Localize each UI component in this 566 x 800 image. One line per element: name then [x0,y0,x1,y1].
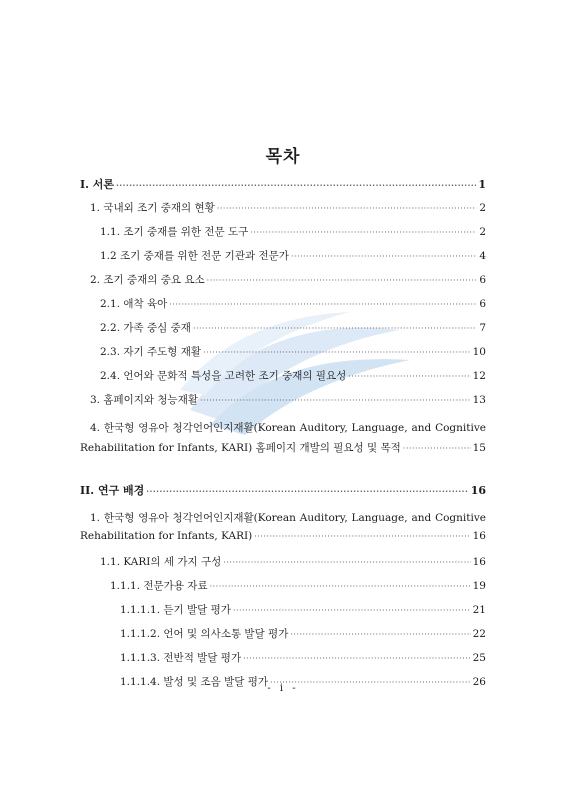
toc-entry[interactable] [80,296,486,320]
toc-entry-text: 3. 홈페이지와 청능재활 [90,394,198,406]
leader-dots [146,486,468,496]
toc-entry-text: 2. 조기 중재의 중요 요소 [90,274,205,286]
toc-entry-page: 10 [472,346,486,358]
leader-dots [403,444,471,453]
toc-entry-text-line2: Rehabilitation for Infants, KARI) 홈페이지 개발의 필요성 및 목적 [80,442,401,454]
toc-entry-text: 1.1.1.3. 전반적 발달 평가 [120,652,242,664]
leader-dots [243,654,471,663]
toc-entry[interactable] [80,224,486,248]
toc-entry-text: 1.1.1. 전문가용 자료 [110,580,208,592]
toc-entry-page: 7 [479,322,486,334]
toc-entry-page: 16 [472,556,486,568]
toc-entry[interactable] [80,368,486,392]
leader-dots [217,204,476,213]
toc-entry-page: 6 [479,274,486,286]
leader-dots [348,372,470,381]
toc-entry-page: 25 [472,652,486,664]
toc-entry-page: 19 [472,580,486,592]
toc-entry-page: 12 [472,370,486,382]
toc-entry[interactable] [80,200,486,224]
leader-dots [200,396,471,405]
leader-dots [233,606,471,615]
toc-entry[interactable] [80,416,486,464]
toc-entry-text: 1.1.1.2. 언어 및 의사소통 발달 평가 [120,628,289,640]
leader-dots [169,300,476,309]
toc-entry-page: 21 [472,604,486,616]
toc-entry-page: 26 [472,676,486,688]
toc-entry-text: 2.3. 자기 주도형 재활 [100,346,202,358]
toc-entry[interactable] [80,344,486,368]
leader-dots [193,324,476,333]
leader-dots [250,228,476,237]
toc-entry-text-line1: 4. 한국형 영유아 청각언어인지재활(Korean Auditory, Language, and Cognitive [90,422,486,434]
toc-entry-page: 2 [479,202,486,214]
toc-entry-text: 1. 국내외 조기 중재의 현황 [90,202,215,214]
toc-entry-text: II. 연구 배경 [80,484,145,497]
leader-dots [203,348,471,357]
toc-entry-page: 13 [472,394,486,406]
toc-entry[interactable] [80,602,486,626]
toc-entry[interactable] [80,650,486,674]
toc-entry-text: 1.1. 조기 중재를 위한 전문 도구 [100,226,249,238]
leader-dots [207,276,476,285]
toc-entry-page: 22 [472,628,486,640]
toc-entry[interactable] [80,176,486,200]
leader-dots [291,252,476,261]
toc-entry-text: 1.1.1.4. 발성 및 조음 발달 평가 [120,676,269,688]
page-number-footer: - i - [267,683,299,694]
toc-entry-text-line2: Rehabilitation for Infants, KARI) [80,530,253,542]
toc-entry-text: 1.1.1.1. 듣기 발달 평가 [120,604,231,616]
table-of-contents [80,176,486,698]
section-gap [80,464,486,482]
toc-entry-text-line1: 1. 한국형 영유아 청각언어인지재활(Korean Auditory, Language, and Cognitive [90,512,486,524]
toc-entry-page: 1 [478,178,486,191]
toc-entry[interactable] [80,506,486,554]
toc-entry[interactable] [80,626,486,650]
toc-entry-page: 6 [479,298,486,310]
toc-entry-text: 1.1. KARI의 세 가지 구성 [100,556,222,568]
toc-entry-text: 2.4. 언어와 문화적 특성을 고려한 조기 중재의 필요성 [100,370,347,382]
toc-entry[interactable] [80,320,486,344]
toc-entry[interactable] [80,272,486,296]
toc-entry-text: 1.2 조기 중재를 위한 전문 기관과 전문가 [100,250,289,262]
toc-entry[interactable] [80,578,486,602]
page-title: 목차 [265,147,301,167]
toc-entry-page: 4 [479,250,486,262]
toc-entry-text: I. 서론 [80,178,115,191]
toc-entry[interactable] [80,554,486,578]
leader-dots [290,630,470,639]
toc-entry-page: 16 [470,484,486,497]
toc-entry[interactable] [80,482,486,506]
leader-dots [210,582,471,591]
toc-entry-page: 15 [472,442,486,454]
leader-dots [223,558,470,567]
toc-entry-text: 2.2. 가족 중심 중재 [100,322,191,334]
toc-entry-page: 16 [472,530,486,542]
toc-entry[interactable] [80,392,486,416]
leader-dots [116,180,476,190]
toc-entry-text: 2.1. 애착 육아 [100,298,168,310]
toc-entry-page: 2 [479,226,486,238]
leader-dots [254,532,470,541]
toc-entry[interactable] [80,248,486,272]
